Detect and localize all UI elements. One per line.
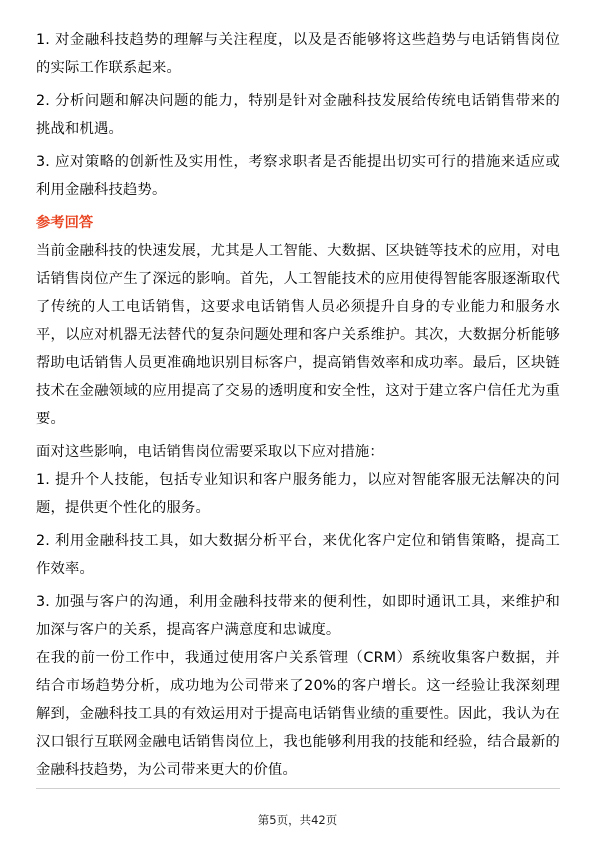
measure-item-1: 1. 提升个人技能，包括专业知识和客户服务能力，以应对智能客服无法解决的问题，提供更个性化的服务。 bbox=[36, 472, 560, 516]
measure-item-2: 2. 利用金融科技工具，如大数据分析平台，来优化客户定位和销售策略，提高工作效率。 bbox=[36, 533, 560, 577]
measure-item-3: 3. 加强与客户的沟通，利用金融科技带来的便利性，如即时通讯工具，来维护和加深与客户的关系，提高客户满意度和忠诚度。 bbox=[36, 594, 560, 638]
page-number: 第5页，共42页 bbox=[257, 813, 338, 827]
answer-heading: 参考回答 bbox=[36, 215, 94, 231]
closing-paragraph: 在我的前一份工作中，我通过使用客户关系管理（CRM）系统收集客户数据，并结合市场趋势分析，成功地为公司带来了20%的客户增长。这一经验让我深刻理解到，金融科技工具的有效运用对于提高电话销售业绩的重要性。因此，我认为在汉口银行互联网金融电话销售岗位上，我也能够利用我的技能和经验，结合最新的金融科技趋势，为公司带来更大的价值。 bbox=[36, 650, 560, 778]
footer-divider bbox=[36, 788, 560, 789]
measures-lead: 面对这些影响，电话销售岗位需要采取以下应对措施： bbox=[36, 444, 384, 460]
criteria-item-2: 2. 分析问题和解决问题的能力，特别是针对金融科技发展给传统电话销售带来的挑战和机遇。 bbox=[36, 93, 560, 137]
criteria-item-3: 3. 应对策略的创新性及实用性，考察求职者是否能提出切实可行的措施来适应或利用金融科技趋势。 bbox=[36, 154, 560, 198]
page-content bbox=[36, 26, 560, 784]
criteria-item-1: 1. 对金融科技趋势的理解与关注程度，以及是否能够将这些趋势与电话销售岗位的实际工作联系起来。 bbox=[36, 32, 560, 76]
answer-intro: 当前金融科技的快速发展，尤其是人工智能、大数据、区块链等技术的应用，对电话销售岗位产生了深远的影响。首先，人工智能技术的应用使得智能客服逐渐取代了传统的人工电话销售，这要求电话销售人员必须提升自身的专业能力和服务水平，以应对机器无法替代的复杂问题处理和客户关系维护。其次，大数据分析能够帮助电话销售人员更准确地识别目标客户，提高销售效率和成功率。最后，区块链技术在金融领域的应用提高了交易的透明度和安全性，这对于建立客户信任尤为重要。 bbox=[36, 243, 560, 427]
